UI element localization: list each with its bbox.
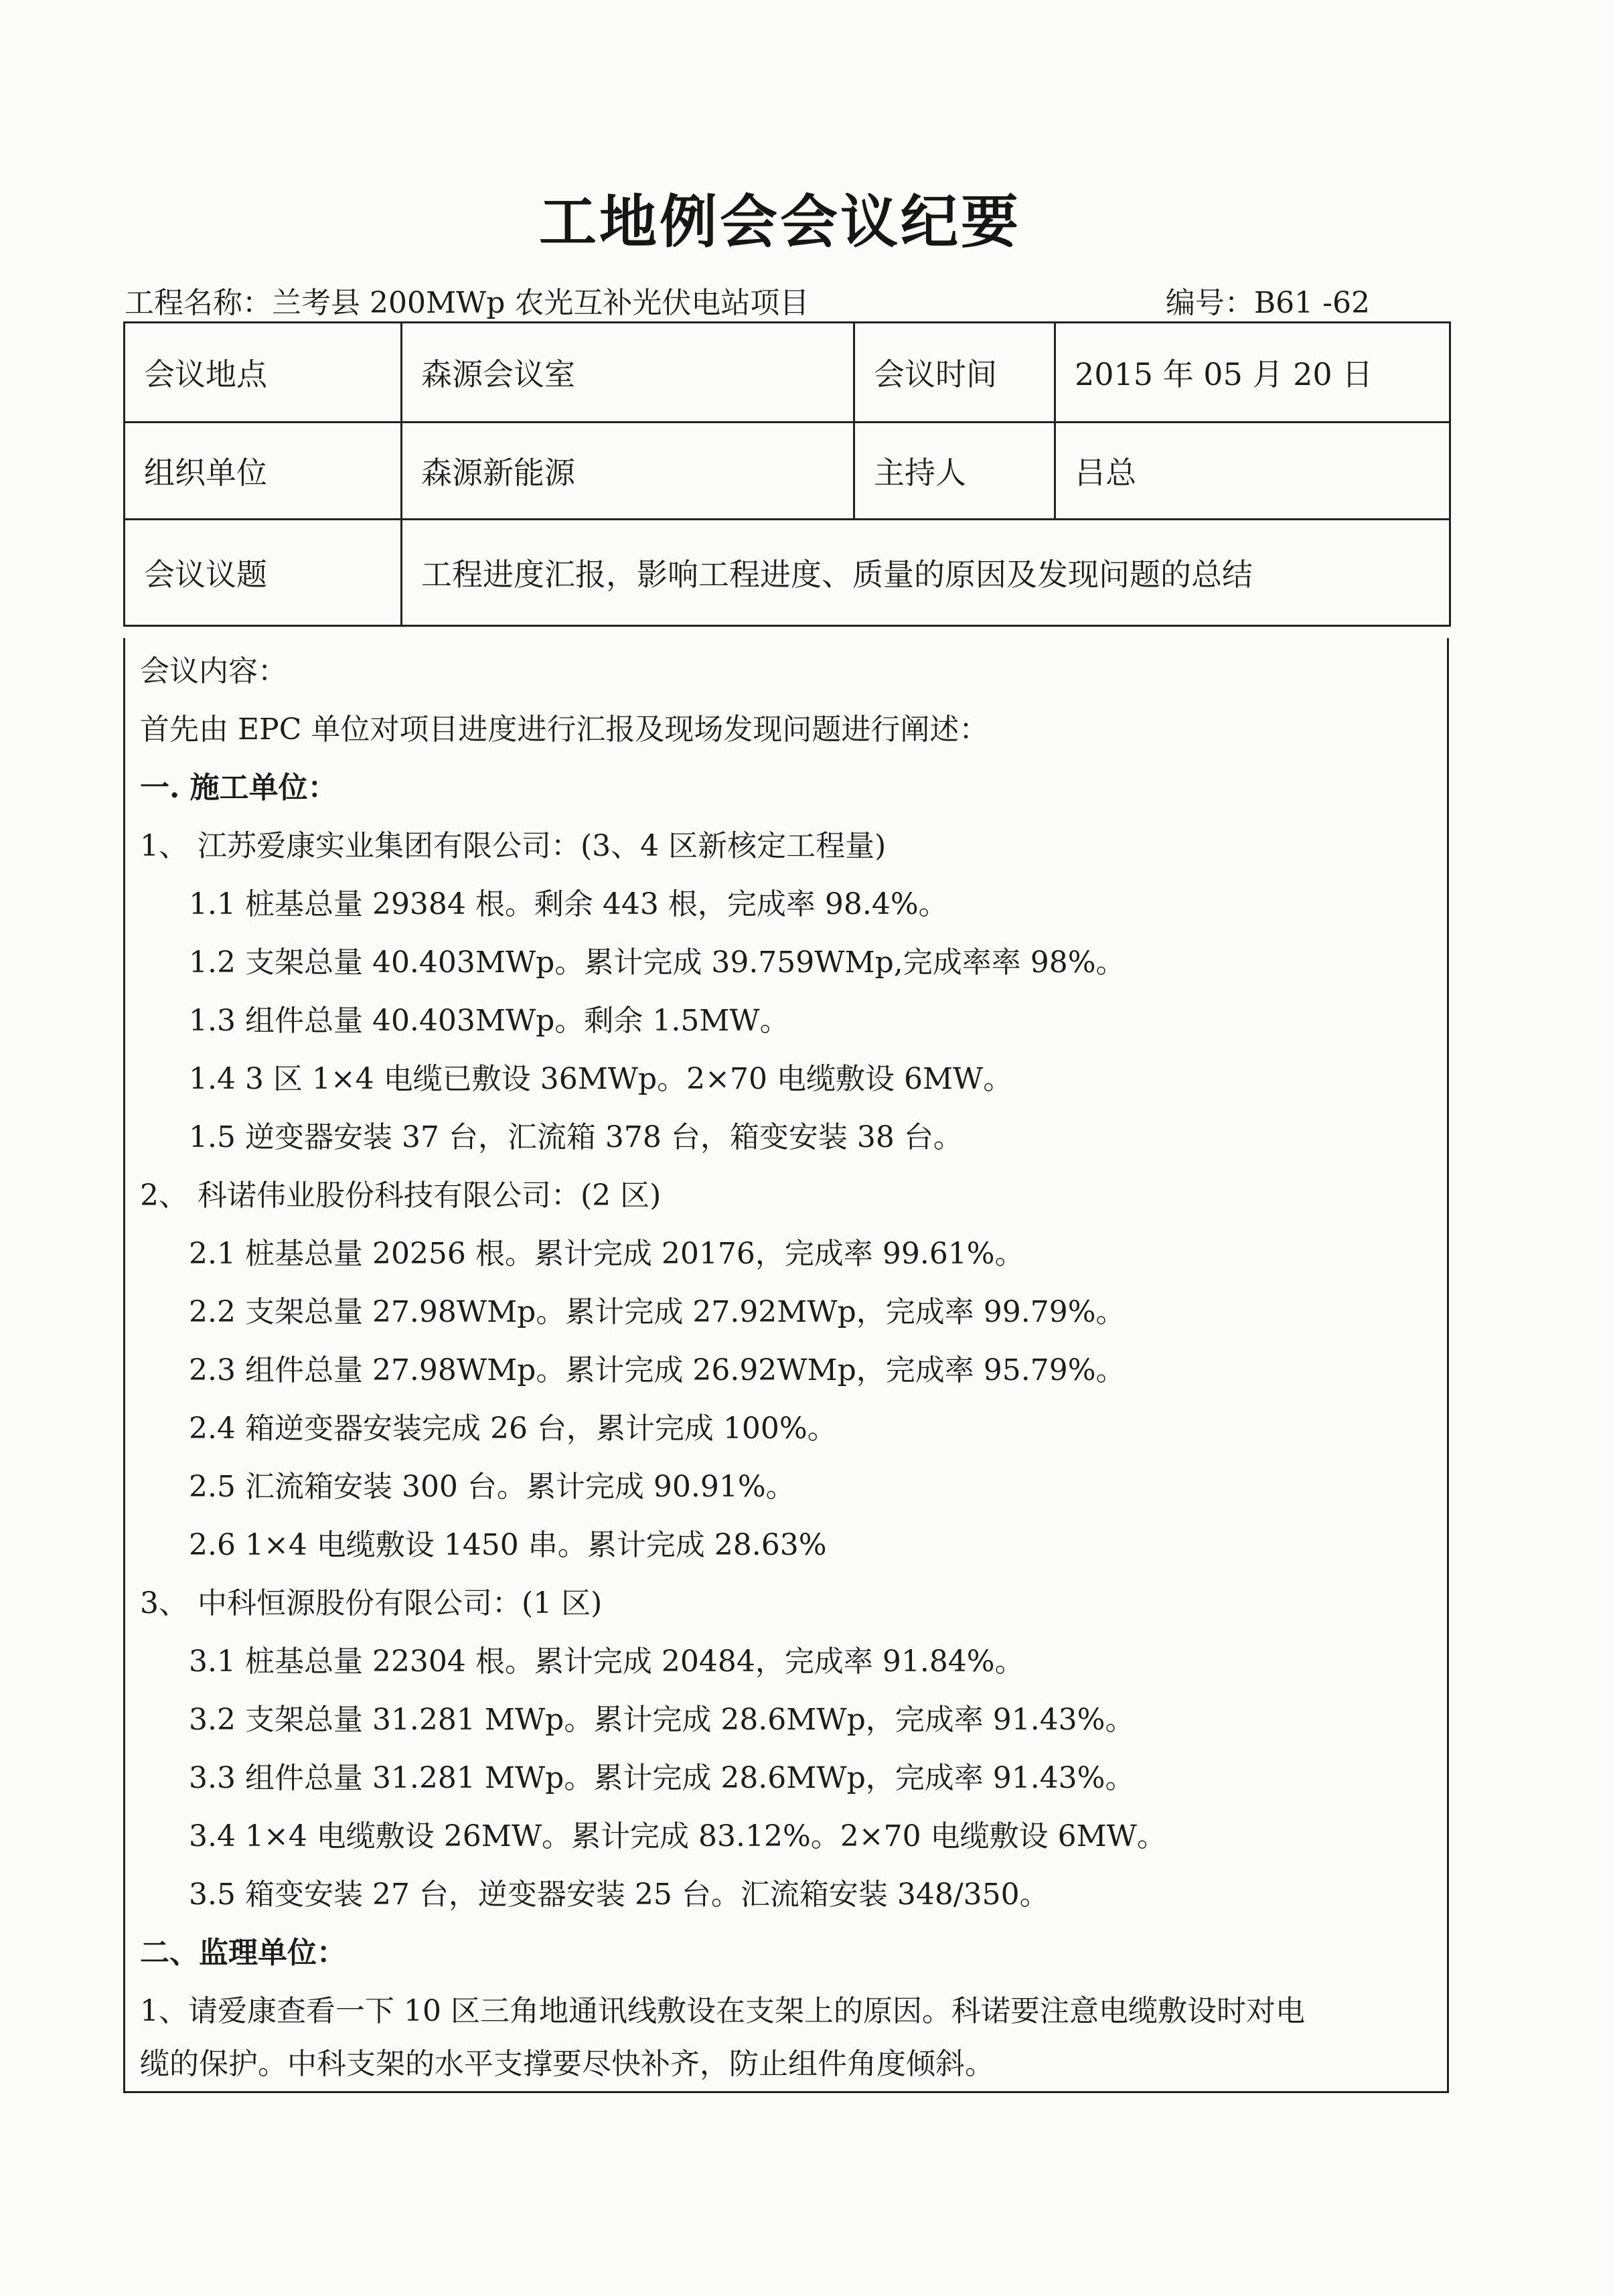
contractor-2-item: 2.6 1×4 电缆敷设 1450 串。累计完成 28.63% <box>189 1528 827 1562</box>
contractor-3-item: 3.3 组件总量 31.281 MWp。累计完成 28.6MWp，完成率 91.43%。 <box>189 1761 1135 1795</box>
org-label: 组织单位 <box>125 423 402 520</box>
info-row-topic <box>125 520 1450 626</box>
topic-value: 工程进度汇报，影响工程进度、质量的原因及发现问题的总结 <box>402 520 1450 626</box>
host-value: 吕总 <box>1055 423 1450 520</box>
content-intro: 首先由 EPC 单位对项目进度进行汇报及现场发现问题进行阐述： <box>140 712 989 747</box>
location-value: 森源会议室 <box>402 323 854 423</box>
contractor-1-item: 1.4 3 区 1×4 电缆已敷设 36MWp。2×70 电缆敷设 6MW。 <box>189 1062 1013 1096</box>
time-value: 2015 年 05 月 20 日 <box>1055 323 1450 423</box>
meeting-content <box>123 638 1449 2093</box>
document-title: 工地例会会议纪要 <box>539 189 1021 256</box>
info-row-org-host <box>125 423 1450 520</box>
contractor-3-title: 3、 中科恒源股份有限公司：(1 区) <box>140 1586 603 1620</box>
section-construction-title: 一. 施工单位： <box>140 771 337 805</box>
contractor-3-item: 3.1 桩基总量 22304 根。累计完成 20484，完成率 91.84%。 <box>189 1644 1024 1679</box>
section-supervision-title: 二、监理单位： <box>140 1936 346 1970</box>
contractor-2-item: 2.2 支架总量 27.98WMp。累计完成 27.92MWp，完成率 99.79%。 <box>189 1295 1126 1329</box>
topic-label: 会议议题 <box>125 520 402 626</box>
supervision-remark-line: 1、请爱康查看一下 10 区三角地通讯线敷设在支架上的原因。科诺要注意电缆敷设时对电 <box>140 1994 1305 2028</box>
time-label: 会议时间 <box>854 323 1055 423</box>
location-label: 会议地点 <box>125 323 402 423</box>
contractor-1-item: 1.1 桩基总量 29384 根。剩余 443 根，完成率 98.4%。 <box>189 887 948 921</box>
host-label: 主持人 <box>854 423 1055 520</box>
contractor-1-item: 1.5 逆变器安装 37 台，汇流箱 378 台，箱变安装 38 台。 <box>189 1120 963 1154</box>
contractor-1-item: 1.3 组件总量 40.403MWp。剩余 1.5MW。 <box>189 1004 789 1038</box>
supervision-remark-line: 缆的保护。中科支架的水平支撑要尽快补齐，防止组件角度倾斜。 <box>140 2047 994 2081</box>
meeting-info-table <box>123 321 1451 627</box>
contractor-3-item: 3.4 1×4 电缆敷设 26MW。累计完成 83.12%。2×70 电缆敷设 6MW。 <box>189 1819 1166 1853</box>
contractor-3-item: 3.2 支架总量 31.281 MWp。累计完成 28.6MWp，完成率 91.43%。 <box>189 1703 1135 1737</box>
contractor-2-item: 2.5 汇流箱安装 300 台。累计完成 90.91%。 <box>189 1470 795 1504</box>
contractor-2-item: 2.4 箱逆变器安装完成 26 台，累计完成 100%。 <box>189 1411 837 1446</box>
contractor-1-item: 1.2 支架总量 40.403MWp。累计完成 39.759WMp,完成率率 98%。 <box>189 945 1126 980</box>
org-value: 森源新能源 <box>402 423 854 520</box>
contractor-2-title: 2、 科诺伟业股份科技有限公司：(2 区) <box>140 1178 662 1213</box>
contractor-1-title: 1、 江苏爱康实业集团有限公司：(3、4 区新核定工程量) <box>140 829 887 863</box>
info-row-location-time <box>125 323 1450 423</box>
document-header <box>125 279 1370 319</box>
document-code: 编号：B61 -62 <box>1165 286 1370 320</box>
contractor-2-item: 2.1 桩基总量 20256 根。累计完成 20176，完成率 99.61%。 <box>189 1237 1024 1271</box>
contractor-3-item: 3.5 箱变安装 27 台，逆变器安装 25 台。汇流箱安装 348/350。 <box>189 1878 1049 1912</box>
project-name: 工程名称：兰考县 200MWp 农光互补光伏电站项目 <box>125 286 810 320</box>
content-heading: 会议内容： <box>140 654 287 688</box>
contractor-2-item: 2.3 组件总量 27.98WMp。累计完成 26.92WMp，完成率 95.79%。 <box>189 1353 1126 1387</box>
